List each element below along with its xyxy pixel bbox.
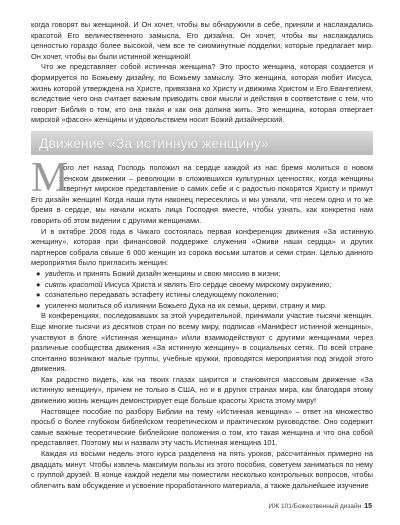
- paragraph: Как радостно видеть, как на твоих глазах ширится и становится массовым движение «За истинную женщину», причем не только в США, но и в других странах мира, как благодаря этому движению жизнь женщин демонстрирует еще больше красоты Христа этому миру!: [31, 374, 373, 406]
- intro-paragraph: ного лет назад Господь положил на сердце каждой из нас бремя молиться о новом женском движении – революции в сложившихся культурных ценностях, когда женщины отвергнут мирское представление о самих себе и с радостью покорятся Христу и примут Его дизайн женщин! Когда наши пути наконец пересеклись и мы узнали, что несем одно и то же бремя в сердце, мы начали искать лица Господня вместе, чтобы узнать, как конкретно нам говорить об этом видении с другими женщинами.: [31, 163, 373, 225]
- paragraph: В конференциях, последовавших за этой учредительной, принимали участие тысячи женщин. Еще многие тысячи из десятков стран по всему миру, подписав «Манифест истинной женщины», участвуют в блоге «Истинная женщина» и/или взаимодействуют с другими женщинами через различные сообщества движения «За истинную женщину» в социальных сетях. По всей стране спонтанно возникают малые группы, учебные кружки, проводятся мероприятия под эгидой этого движения.: [31, 311, 373, 374]
- paragraph: И в октябре 2008 года в Чикаго состоялась первая конференция движения «За истинную женщину», которая при финансовой поддержке служения «Оживи наши сердца» и других партнеров собрала свыше 6 000 женщин из сорока восьми штатов и семи стран. Целью данного мероприятия было пригласить женщин:: [31, 226, 373, 268]
- drop-cap-box: [31, 155, 69, 201]
- list-item: [36, 279, 373, 291]
- list-item-text: сознательно передавать эстафету истины следующему поколению;: [45, 290, 279, 300]
- list-item-emphasis: увидеть: [45, 268, 75, 278]
- list-item-text: Иисуса Христа и являть Его сердце своему мирскому окружению;: [102, 279, 332, 289]
- section-title: Движение «За истинную женщину»: [39, 135, 269, 151]
- list-item: [36, 290, 373, 301]
- intro-text-block: [31, 20, 373, 126]
- bullet-icon: ●: [36, 279, 41, 289]
- running-title: ИЖ 101/Божественный дизайн: [268, 503, 362, 510]
- bullet-list: [31, 269, 373, 311]
- paragraph: когда говорят вы женщиной. И Он хочет, чтобы вы обнаружили в себе, приняли и наслаждались красотой Его величественного замысла, Его дизайна. Он хочет, чтобы вы наслаждались ценностью гораздо более высокой, чем все те сиюминутные подделки, которые предлагает мир. Он хочет, чтобы вы были истинной женщиной!: [31, 20, 373, 61]
- bullet-icon: ●: [36, 290, 41, 300]
- list-item-text: и принять Божий дизайн женщины и свою миссию в жизни;: [74, 268, 281, 278]
- main-text-block: [31, 155, 373, 491]
- list-item-emphasis: сиять красотой: [45, 279, 103, 289]
- paragraph: Каждая из восьми недель этого курса разделена на пять уроков, рассчитанных примерно на двадцать минут. Чтобы извлечь максимум пользы из этого пособия, советуем заниматься по нему с группой друзей. В конце каждой недели мы поместили несколько контрольных вопросов, чтобы облегчить вам обсуждение и усвоение проработанного материала, а также дальнейшее изучение: [31, 449, 373, 490]
- list-item-text: усиленно молиться об излиянии Божьего Духа на их семьи, церкви, страну и мир.: [45, 300, 327, 310]
- paragraph: Настоящее пособие по разбору Библии на тему «Истинная женщина» – ответ на множество просьб о более глубоком библейском теоретическом и практическом руководстве. Оно содержит самые важные теоретические библейские положения о том, кто такая женщина и что она собой представляет. Поэтому мы и назвали эту часть Истинная женщина 101.: [31, 406, 373, 448]
- bullet-icon: ●: [36, 268, 41, 278]
- list-item: [36, 300, 373, 312]
- page-footer: [269, 503, 372, 510]
- page-number: 15: [364, 503, 372, 510]
- paragraph: Что же представляет собой истинная женщина? Это просто женщина, которая создается и формируется по Божьему дизайну, по Божьему замыслу. Это женщина, которая любит Иисуса, жизнь которой утверждена на Христе, привязана ко Христу и движима Христом и Его Евангелием, вследствие чего она считает важным приводить свои мысли и действия в соответствие с тем, что говорит Библия о том, кто она такая и как она должна жить. Это женщина, которая отвергает мирской «фасон» женщины и удовольствием носит Божий дизайнерский.: [31, 62, 373, 125]
- list-item: [36, 268, 373, 280]
- bullet-icon: ●: [36, 300, 41, 310]
- drop-cap: М: [31, 155, 69, 201]
- section-header-bar: [31, 131, 373, 155]
